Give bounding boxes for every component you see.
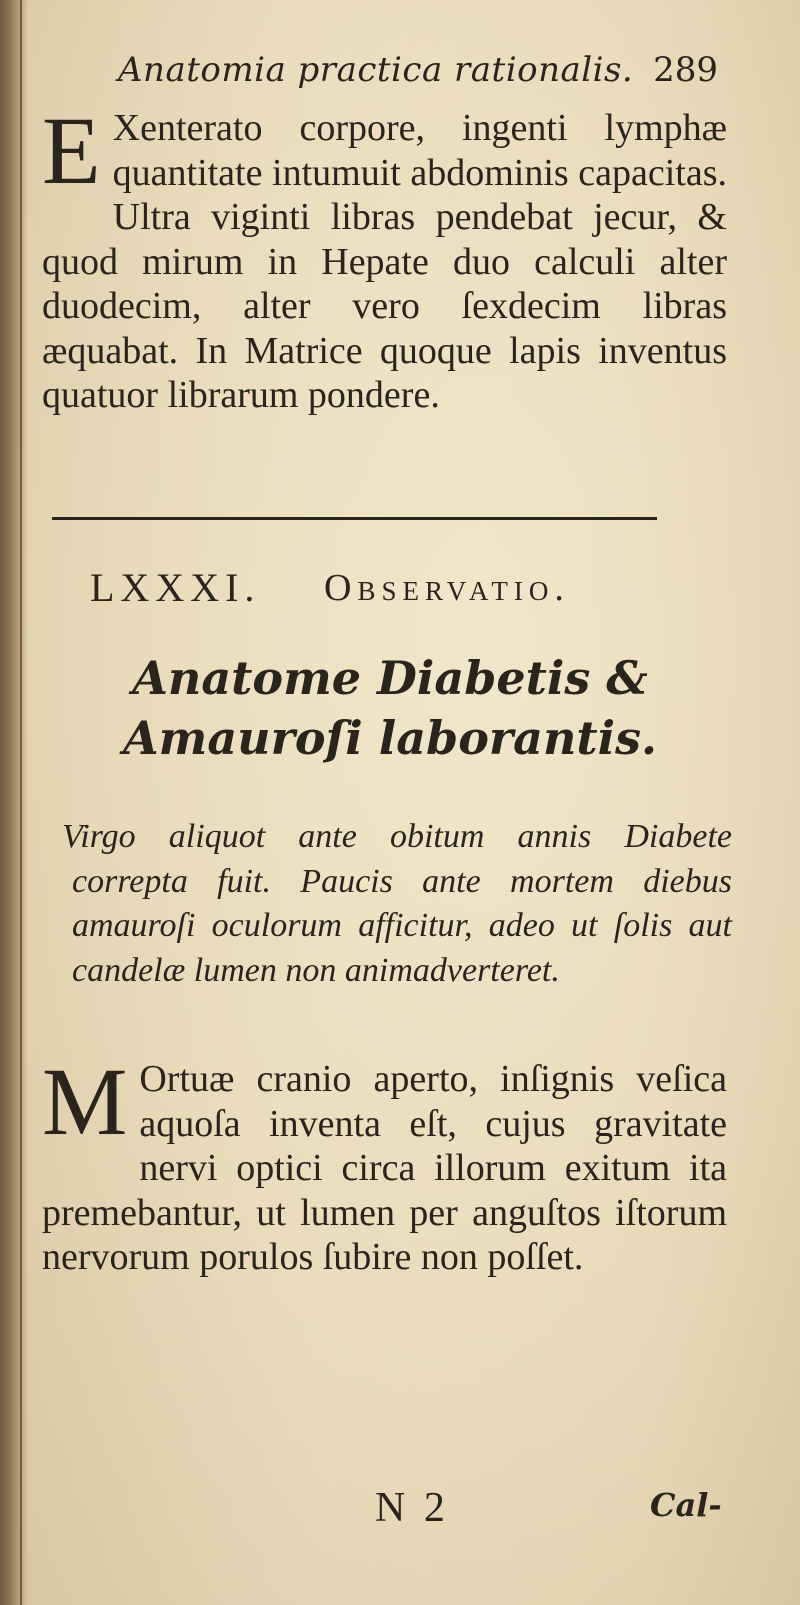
paragraph-2-text: Ortuæ cranio aperto, inſignis veſica aquoſa inventa eſt, cujus gravitate nervi optici circa illorum exitum ita premebantur, ut lumen per anguſtos iſtorum nervorum porulos ſubire non poſſet. <box>42 1058 727 1278</box>
drop-cap-m: M <box>42 1048 128 1155</box>
paragraph-2 <box>42 1048 727 1280</box>
book-binding-shadow <box>0 0 28 1605</box>
paragraph-1 <box>42 97 727 418</box>
signature-mark: N 2 <box>375 1485 449 1531</box>
observation-number: LXXXI. <box>90 565 261 610</box>
paragraph-1-text: Xenterato corpore, ingenti lymphæ quantitate intumuit abdominis capacitas. Ultra viginti libras pendebat jecur, & quod mirum in Hepate duo calculi alter duodecim, alter vero ſexdecim libras æquabat. In Matrice quoque lapis inventus quatuor librarum pondere. <box>42 107 727 416</box>
observation-title: Anatome Diabetis & Amauroſi laborantis. <box>122 651 658 765</box>
drop-cap-e: E <box>42 97 101 204</box>
page-number: 289 <box>653 50 718 90</box>
running-head <box>118 50 718 100</box>
observation-label: Observatio. <box>324 567 570 609</box>
binding-edge-line <box>20 0 22 1605</box>
section-divider-rule <box>52 517 657 520</box>
observation-summary: Virgo aliquot ante obitum annis Diabete correpta fuit. Paucis ante mortem diebus amauroſi oculorum afficitur, adeo ut ſolis aut candelæ lumen non animadverteret. <box>62 818 732 989</box>
catchword: Cal- <box>650 1486 722 1524</box>
running-title: Anatomia practica rationalis. <box>118 50 634 90</box>
